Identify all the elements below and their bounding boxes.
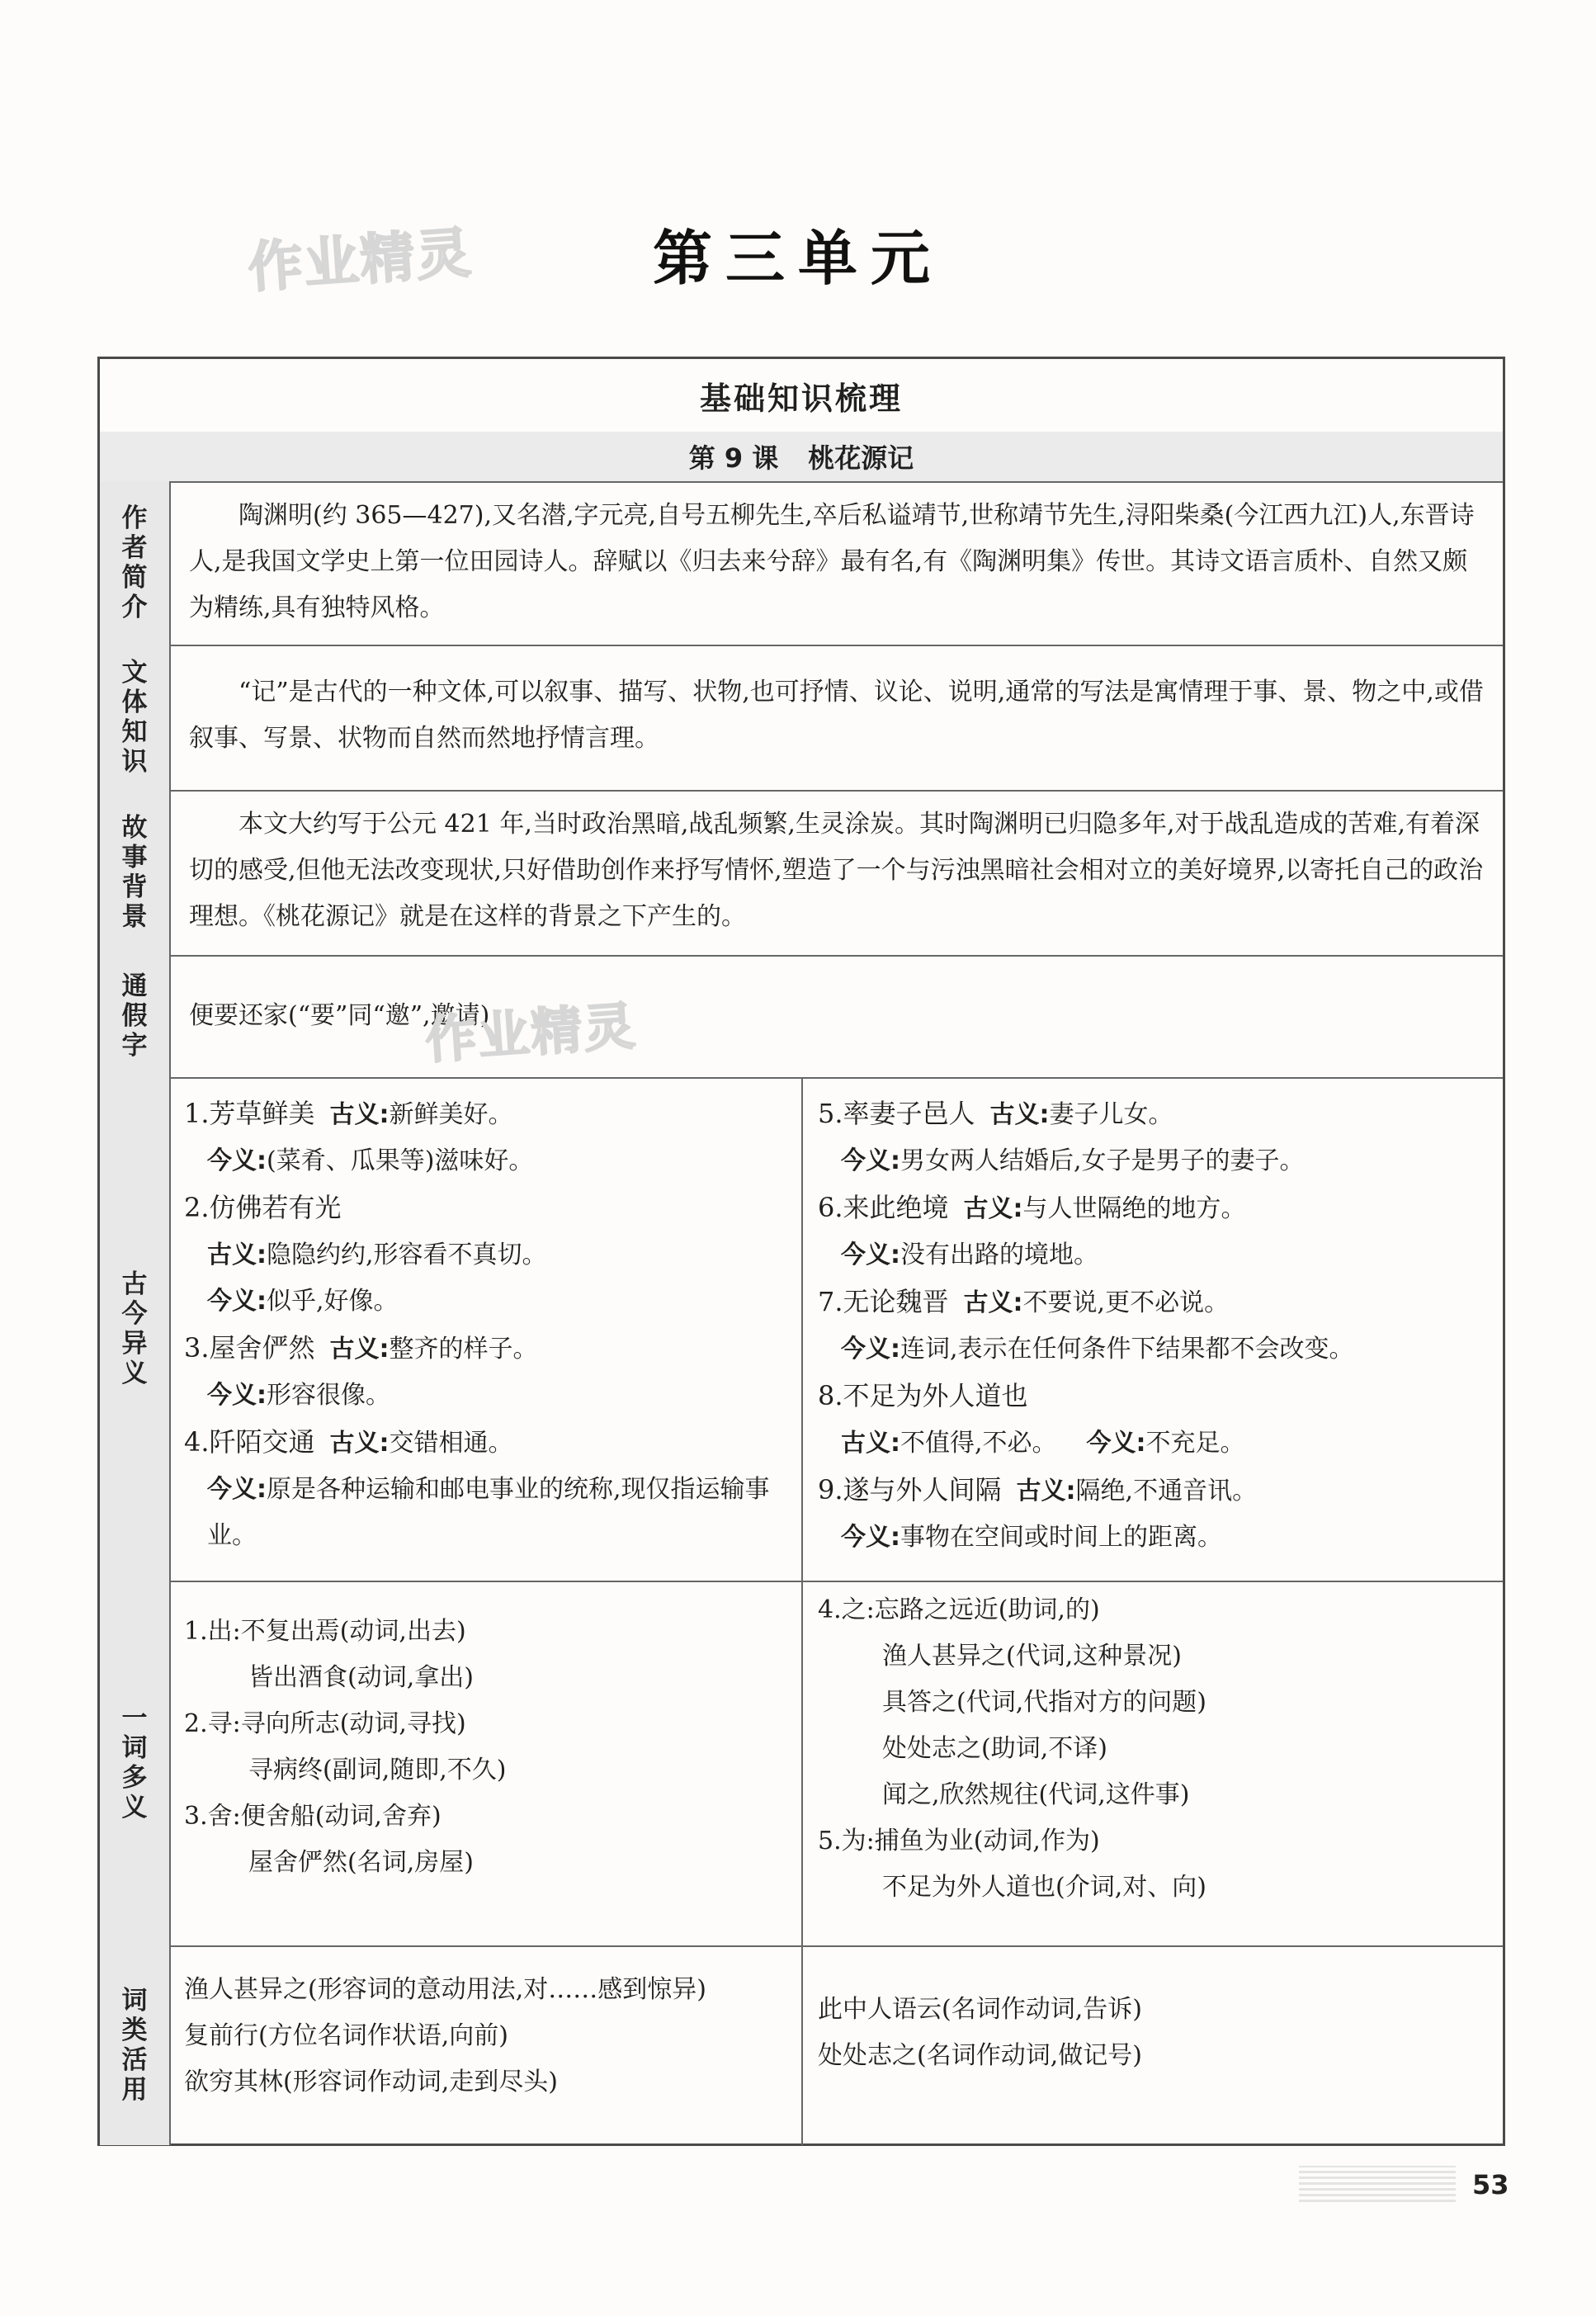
background-text: 本文大约写于公元 421 年,当时政治黑暗,战乱频繁,生灵涂炭。其时陶渊明已归隐多年,对于战乱造成的苦难,有着深切的感受,但他无法改变现状,只好借助创作来抒写情怀,塑造了一个与污浊黑暗社会相对立的美好境界,以寄托自己的政治理想。《桃花源记》就是在这样的背景之下产生的。 [189,810,1484,931]
page-title: 第三单元 [652,224,943,293]
cilei-right-column [803,1945,1503,2145]
yici-item: 2.寻:寻向所志(动词,寻找) [184,1709,466,1738]
gujin-head: 5.率妻子邑人 [818,1098,975,1129]
author-text: 陶渊明(约 365—427),又名潜,字元亮,自号五柳先生,卒后私谥靖节,世称靖节先生,浔阳柴桑(今江西九江)人,东晋诗人,是我国文学史上第一位田园诗人。辞赋以《归去来兮辞》最有名,有《陶渊明集》传世。其诗文语言质朴、自然又颇为精练,具有独特风格。 [189,501,1475,622]
yici-item: 屋舍俨然(名词,房屋) [248,1848,474,1877]
gujin-head: 2.仿佛若有光 [184,1192,342,1223]
yici-item: 处处志之(助词,不译) [882,1734,1107,1763]
tongjia-text: 便要还家(“要”同“邀”,邀请) [189,1001,490,1030]
row-label: 作者简介 [100,481,171,645]
gujin-left-column: 1.芳草鲜美 古义:新鲜美好。 今义:(菜肴、瓜果等)滋味好。 2.仿佛若有光 古义:隐隐约约,形容看不真切。 今义:似乎,好像。 3.屋舍俨然 古义:整齐的样子。 今义:形容很像。 4.阡陌交通 古义:交错相通。 今义:原是各种运输和邮电事业的统称,现仅指运输事业。 [171,1077,803,1581]
yici-item: 具答之(代词,代指对方的问题) [882,1688,1206,1717]
watermark-top: 作业精灵 [246,220,475,300]
row-label: 词类活用 [100,1945,171,2145]
row-gujin [100,1077,1503,1582]
row-content [171,645,1503,790]
gujin-head: 3.屋舍俨然 [184,1332,315,1364]
row-author [100,481,1503,646]
yici-item: 5.为:捕鱼为业(动词,作为) [818,1827,1100,1855]
row-yici [100,1581,1503,1947]
page-number-stripe [1299,2166,1456,2202]
row-cilei [100,1945,1503,2145]
yici-item: 4.之:忘路之远近(助词,的) [818,1595,1100,1624]
gujin-head: 8.不足为外人道也 [818,1380,1028,1411]
lesson-name: 桃花源记 [808,442,914,474]
watermark-middle: 作业精灵 [423,995,639,1071]
row-content [171,481,1503,645]
yici-item: 1.出:不复出焉(动词,出去) [184,1617,466,1646]
yici-item: 皆出酒食(动词,拿出) [248,1663,474,1692]
gujin-head: 4.阡陌交通 [184,1426,315,1458]
yici-left-column [171,1581,803,1945]
section-heading: 基础知识梳理 [100,359,1503,434]
cilei-item: 复前行(方位名词作状语,向前) [184,2021,508,2050]
row-content [171,790,1503,955]
cilei-item: 欲穷其林(形容词作动词,走到尽头) [184,2068,558,2096]
yici-item: 3.舍:便舍船(动词,舍弃) [184,1802,441,1831]
cilei-item: 渔人甚异之(形容词的意动用法,对……感到惊异) [184,1975,706,2004]
row-label: 文体知识 [100,645,171,790]
yici-item: 渔人甚异之(代词,这种景况) [882,1642,1182,1671]
row-tongjia [100,955,1503,1079]
yici-right-column [803,1581,1503,1945]
cilei-item: 处处志之(名词作动词,做记号) [818,2041,1142,2070]
genre-text: “记”是古代的一种文体,可以叙事、描写、状物,也可抒情、议论、说明,通常的写法是寓情理于事、景、物之中,或借叙事、写景、状物而自然而然地抒情言理。 [189,678,1484,753]
row-genre [100,645,1503,792]
cilei-left-column [171,1945,803,2145]
gujin-head: 6.来此绝境 [818,1192,949,1223]
row-label: 古今异义 [100,1077,171,1581]
gujin-head: 1.芳草鲜美 [184,1098,315,1129]
yici-item: 不足为外人道也(介词,对、向) [882,1873,1206,1902]
gujin-head: 7.无论魏晋 [818,1286,949,1317]
row-label: 通假字 [100,955,171,1077]
gujin-right-column: 5.率妻子邑人 古义:妻子儿女。 今义:男女两人结婚后,女子是男子的妻子。 6.来此绝境 古义:与人世隔绝的地方。 今义:没有出路的境地。 7.无论魏晋 古义:不要说,更不必说。 今义:连词,表示在任何条件下结果都不会改变。 8.不足为外人道也 古义:不值得,不必。 今义:不充足。 9.遂与外人间隔 古义:隔绝,不通音讯。 今义:事物在空间或时间上的距离。 [818,1098,1354,1552]
row-background [100,790,1503,957]
lesson-number: 第 9 课 [688,442,779,474]
page-number: 53 [1472,2169,1509,2200]
yici-item: 寻病终(副词,随即,不久) [248,1756,507,1784]
cilei-item: 此中人语云(名词作动词,告诉) [818,1995,1142,2024]
lesson-heading [100,432,1503,483]
knowledge-table [97,357,1505,2146]
row-label: 一词多义 [100,1581,171,1945]
gujin-head: 9.遂与外人间隔 [818,1474,1002,1505]
row-label: 故事背景 [100,790,171,955]
row-content [171,955,1503,1077]
yici-item: 闻之,欣然规往(代词,这件事) [882,1780,1190,1809]
